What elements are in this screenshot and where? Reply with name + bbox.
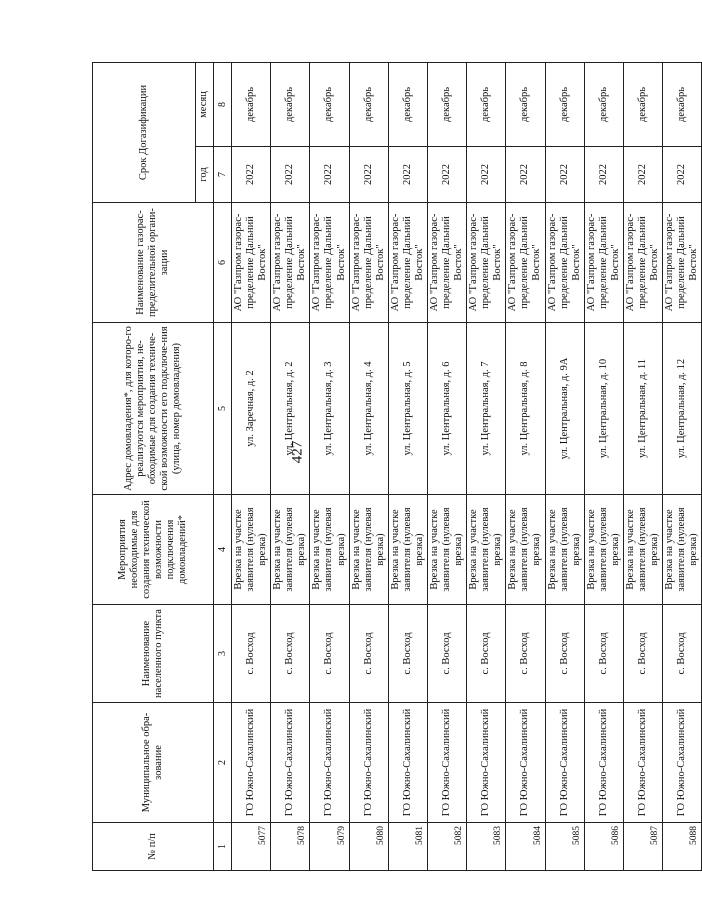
row-number: 5077 — [232, 823, 271, 871]
header-address: Адрес домовладения*, для которо-го реализуются мероприятия, не-обходимые для создания техниче-ской возможности его подключе-ния (улица, номер домовладения) — [93, 323, 214, 495]
row-number: 5079 — [310, 823, 349, 871]
table-row — [467, 62, 506, 870]
column-number: 6 — [214, 203, 232, 323]
address-cell: ул. Центральная, д. 9А — [545, 323, 584, 495]
measure-cell: Врезка на участке заявителя (нулевая врезка) — [271, 495, 310, 605]
measure-cell: Врезка на участке заявителя (нулевая врезка) — [467, 495, 506, 605]
municipality-cell: ГО Южно-Сахалинский — [663, 703, 702, 823]
column-numbers-row — [214, 62, 232, 870]
month-cell: декабрь — [506, 62, 545, 146]
settlement-cell: с. Восход — [467, 605, 506, 703]
municipality-cell: ГО Южно-Сахалинский — [545, 703, 584, 823]
month-cell: декабрь — [623, 62, 662, 146]
settlement-cell: с. Восход — [271, 605, 310, 703]
year-cell: 2022 — [271, 147, 310, 203]
table-row — [584, 62, 623, 870]
settlement-cell: с. Восход — [623, 605, 662, 703]
row-number: 5080 — [349, 823, 388, 871]
row-number: 5081 — [388, 823, 427, 871]
table-row — [427, 62, 466, 870]
organization-cell: АО "Газпром газорас-пределение Дальний Восток" — [467, 203, 506, 323]
month-cell: декабрь — [427, 62, 466, 146]
month-cell: декабрь — [271, 62, 310, 146]
month-cell: декабрь — [388, 62, 427, 146]
gasification-table — [92, 62, 702, 871]
measure-cell: Врезка на участке заявителя (нулевая врезка) — [310, 495, 349, 605]
page-number: 427 — [289, 440, 306, 464]
month-cell: декабрь — [663, 62, 702, 146]
month-cell: декабрь — [545, 62, 584, 146]
gasification-table-container — [92, 63, 700, 871]
organization-cell: АО "Газпром газорас-пределение Дальний Восток" — [349, 203, 388, 323]
year-cell: 2022 — [388, 147, 427, 203]
measure-cell: Врезка на участке заявителя (нулевая врезка) — [427, 495, 466, 605]
municipality-cell: ГО Южно-Сахалинский — [349, 703, 388, 823]
organization-cell: АО "Газпром газорас-пределение Дальний Восток" — [232, 203, 271, 323]
header-organization: Наименование газорас-пределительной органи-зации — [93, 203, 214, 323]
year-cell: 2022 — [467, 147, 506, 203]
municipality-cell: ГО Южно-Сахалинский — [310, 703, 349, 823]
measure-cell: Врезка на участке заявителя (нулевая врезка) — [663, 495, 702, 605]
address-cell: ул. Центральная, д. 6 — [427, 323, 466, 495]
address-cell: ул. Центральная, д. 7 — [467, 323, 506, 495]
municipality-cell: ГО Южно-Сахалинский — [623, 703, 662, 823]
settlement-cell: с. Восход — [584, 605, 623, 703]
measure-cell: Врезка на участке заявителя (нулевая врезка) — [349, 495, 388, 605]
year-cell: 2022 — [584, 147, 623, 203]
settlement-cell: с. Восход — [427, 605, 466, 703]
organization-cell: АО "Газпром газорас-пределение Дальний Восток" — [663, 203, 702, 323]
year-cell: 2022 — [310, 147, 349, 203]
organization-cell: АО "Газпром газорас-пределение Дальний Восток" — [271, 203, 310, 323]
row-number: 5087 — [623, 823, 662, 871]
organization-cell: АО "Газпром газорас-пределение Дальний Восток" — [310, 203, 349, 323]
header-number: № п/п — [93, 823, 214, 871]
year-cell: 2022 — [506, 147, 545, 203]
organization-cell: АО "Газпром газорас-пределение Дальний Восток" — [388, 203, 427, 323]
table-row — [623, 62, 662, 870]
measure-cell: Врезка на участке заявителя (нулевая врезка) — [623, 495, 662, 605]
table-row — [545, 62, 584, 870]
settlement-cell: с. Восход — [663, 605, 702, 703]
address-cell: ул. Центральная, д. 10 — [584, 323, 623, 495]
column-number: 3 — [214, 605, 232, 703]
municipality-cell: ГО Южно-Сахалинский — [427, 703, 466, 823]
row-number: 5084 — [506, 823, 545, 871]
organization-cell: АО "Газпром газорас-пределение Дальний Восток" — [506, 203, 545, 323]
column-number: 5 — [214, 323, 232, 495]
month-cell: декабрь — [232, 62, 271, 146]
settlement-cell: с. Восход — [232, 605, 271, 703]
month-cell: декабрь — [467, 62, 506, 146]
table-row — [271, 62, 310, 870]
header-municipality: Муниципальное обра-зование — [93, 703, 214, 823]
table-row — [506, 62, 545, 870]
settlement-cell: с. Восход — [545, 605, 584, 703]
header-measures: Мероприятия необходимые для создания технической возможности подключения домовладений* — [93, 495, 214, 605]
year-cell: 2022 — [663, 147, 702, 203]
column-number: 7 — [214, 147, 232, 203]
settlement-cell: с. Восход — [506, 605, 545, 703]
organization-cell: АО "Газпром газорас-пределение Дальний Восток" — [623, 203, 662, 323]
year-cell: 2022 — [427, 147, 466, 203]
municipality-cell: ГО Южно-Сахалинский — [388, 703, 427, 823]
column-number: 8 — [214, 62, 232, 146]
address-cell: ул. Центральная, д. 11 — [623, 323, 662, 495]
organization-cell: АО "Газпром газорас-пределение Дальний Восток" — [427, 203, 466, 323]
table-row — [388, 62, 427, 870]
row-number: 5078 — [271, 823, 310, 871]
measure-cell: Врезка на участке заявителя (нулевая врезка) — [506, 495, 545, 605]
settlement-cell: с. Восход — [349, 605, 388, 703]
header-year: год — [196, 147, 214, 203]
address-cell: ул. Центральная, д. 4 — [349, 323, 388, 495]
measure-cell: Врезка на участке заявителя (нулевая врезка) — [388, 495, 427, 605]
row-number: 5083 — [467, 823, 506, 871]
month-cell: декабрь — [310, 62, 349, 146]
column-number: 1 — [214, 823, 232, 871]
table-row — [349, 62, 388, 870]
table-body — [214, 62, 702, 870]
row-number: 5082 — [427, 823, 466, 871]
table-row — [310, 62, 349, 870]
address-cell: ул. Центральная, д. 2 — [271, 323, 310, 495]
settlement-cell: с. Восход — [388, 605, 427, 703]
settlement-cell: с. Восход — [310, 605, 349, 703]
address-cell: ул. Центральная, д. 3 — [310, 323, 349, 495]
measure-cell: Врезка на участке заявителя (нулевая врезка) — [545, 495, 584, 605]
organization-cell: АО "Газпром газорас-пределение Дальний Восток" — [584, 203, 623, 323]
address-cell: ул. Центральная, д. 5 — [388, 323, 427, 495]
measure-cell: Врезка на участке заявителя (нулевая врезка) — [584, 495, 623, 605]
header-deadline: Срок Догазификации — [93, 62, 196, 202]
municipality-cell: ГО Южно-Сахалинский — [232, 703, 271, 823]
municipality-cell: ГО Южно-Сахалинский — [467, 703, 506, 823]
table-row — [232, 62, 271, 870]
header-month: месяц — [196, 62, 214, 146]
row-number: 5085 — [545, 823, 584, 871]
row-number: 5086 — [584, 823, 623, 871]
column-number: 2 — [214, 703, 232, 823]
header-settlement: Наименование населенного пункта — [93, 605, 214, 703]
month-cell: декабрь — [584, 62, 623, 146]
municipality-cell: ГО Южно-Сахалинский — [506, 703, 545, 823]
municipality-cell: ГО Южно-Сахалинский — [271, 703, 310, 823]
address-cell: ул. Центральная, д. 12 — [663, 323, 702, 495]
address-cell: ул. Центральная, д. 8 — [506, 323, 545, 495]
year-cell: 2022 — [623, 147, 662, 203]
municipality-cell: ГО Южно-Сахалинский — [584, 703, 623, 823]
column-number: 4 — [214, 495, 232, 605]
month-cell: декабрь — [349, 62, 388, 146]
organization-cell: АО "Газпром газорас-пределение Дальний Восток" — [545, 203, 584, 323]
address-cell: ул. Заречная, д. 2 — [232, 323, 271, 495]
year-cell: 2022 — [349, 147, 388, 203]
row-number: 5088 — [663, 823, 702, 871]
year-cell: 2022 — [232, 147, 271, 203]
table-row — [663, 62, 702, 870]
measure-cell: Врезка на участке заявителя (нулевая врезка) — [232, 495, 271, 605]
year-cell: 2022 — [545, 147, 584, 203]
